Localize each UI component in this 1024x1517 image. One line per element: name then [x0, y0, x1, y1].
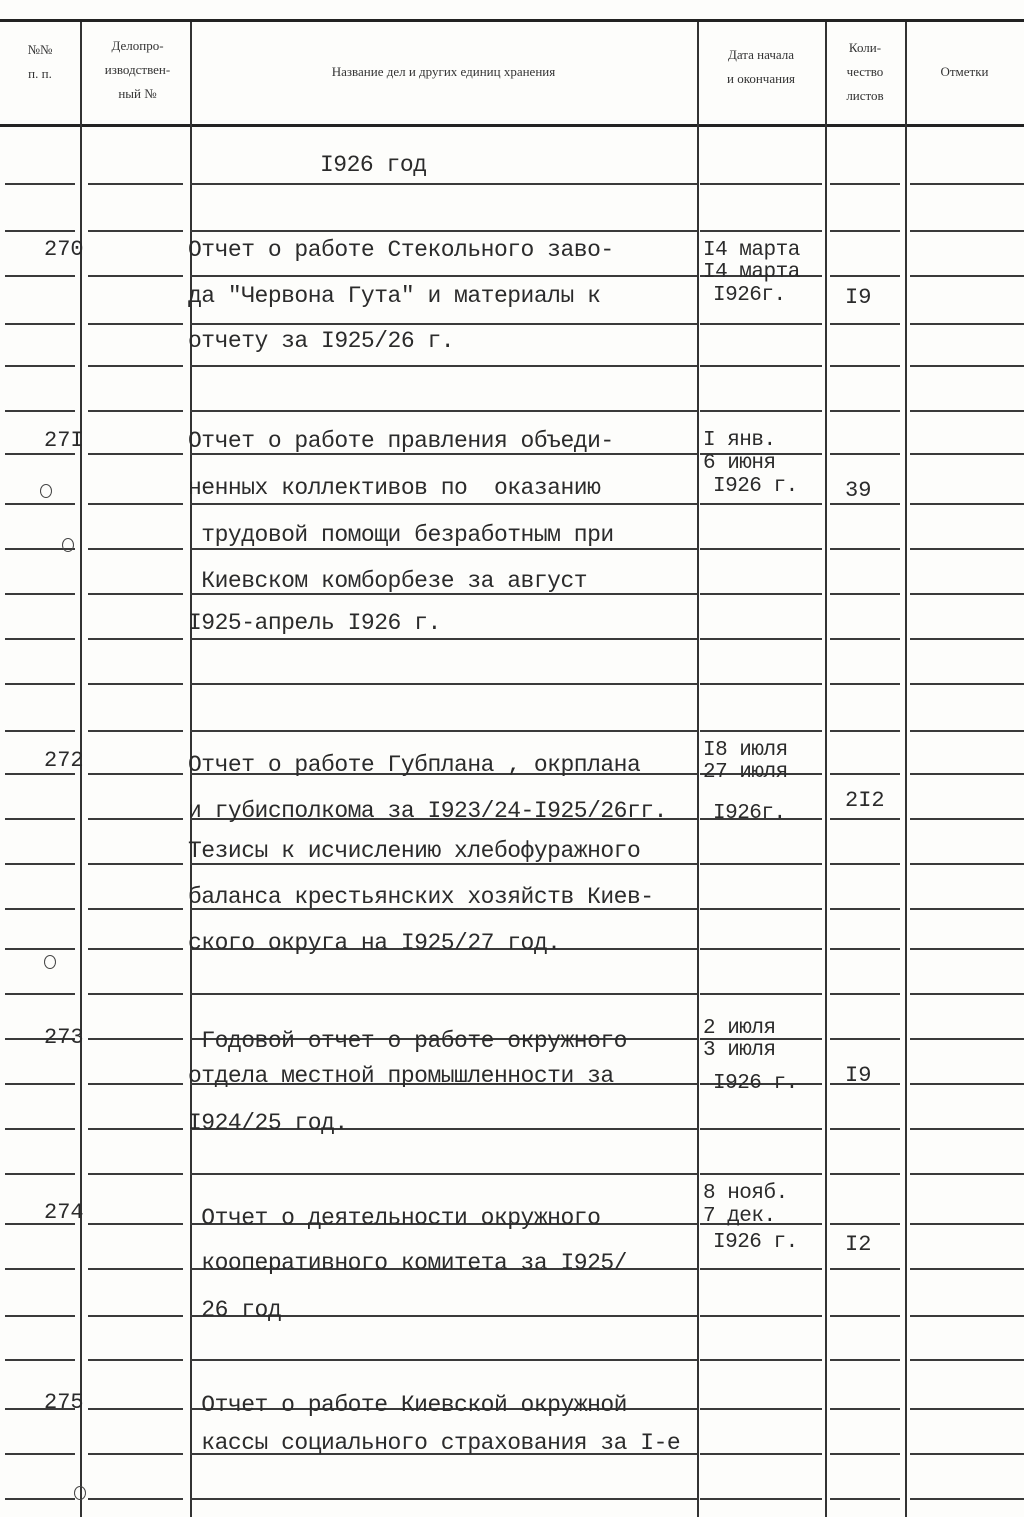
binding-hole-icon	[62, 538, 74, 552]
ruled-line	[830, 730, 900, 732]
ruled-line	[88, 365, 183, 367]
entry-title-line: да "Червона Гута" и материалы к	[188, 283, 601, 309]
ruled-line	[88, 1359, 183, 1361]
column-divider	[905, 22, 907, 1517]
ruled-line	[88, 948, 183, 950]
ruled-line	[700, 503, 822, 505]
ruled-line	[5, 1083, 75, 1085]
ruled-line	[910, 1128, 1024, 1130]
ruled-line	[88, 773, 183, 775]
ruled-line	[910, 548, 1024, 550]
ruled-line	[700, 230, 822, 232]
ruled-line	[88, 908, 183, 910]
entry-date: 2 июля	[703, 1017, 776, 1040]
ruled-line	[830, 183, 900, 185]
entry-sheet-count: I9	[845, 285, 872, 310]
ruled-line	[830, 1173, 900, 1175]
header-text: чество	[846, 64, 884, 79]
ruled-line	[5, 863, 75, 865]
header-col-sheets	[825, 36, 905, 108]
ruled-line	[910, 593, 1024, 595]
entry-date: I926 г.	[713, 475, 798, 498]
ruled-line	[88, 323, 183, 325]
entry-title-line: ского округа на I925/27 год.	[188, 930, 561, 956]
ruled-line	[910, 365, 1024, 367]
ruled-line	[830, 453, 900, 455]
ruled-line	[830, 1038, 900, 1040]
ruled-line	[88, 1268, 183, 1270]
ruled-line	[5, 1359, 75, 1361]
ruled-line	[910, 183, 1024, 185]
binding-hole-icon	[40, 484, 52, 498]
ruled-line	[910, 230, 1024, 232]
ruled-line	[190, 230, 697, 232]
header-col-office-number	[90, 34, 185, 106]
year-heading: I926 год	[320, 152, 427, 178]
ruled-line	[830, 548, 900, 550]
ruled-line	[5, 1315, 75, 1317]
entry-title-line: кооперативного комитета за I925/	[188, 1250, 627, 1276]
entry-date: 27 июля	[703, 761, 788, 784]
ruled-line	[88, 1498, 183, 1500]
entry-number: 270	[44, 237, 84, 262]
header-bottom-rule	[0, 124, 1024, 127]
ruled-line	[5, 230, 75, 232]
ruled-line	[5, 1268, 75, 1270]
ruled-line	[830, 275, 900, 277]
ruled-line	[190, 548, 697, 550]
ruled-line	[910, 948, 1024, 950]
ruled-line	[5, 1128, 75, 1130]
entry-title-line: и губисполкома за I923/24-I925/26гг.	[188, 798, 667, 824]
ruled-line	[910, 1453, 1024, 1455]
ruled-line	[5, 773, 75, 775]
ruled-line	[830, 1128, 900, 1130]
ruled-line	[910, 993, 1024, 995]
ruled-line	[88, 1408, 183, 1410]
ruled-line	[190, 730, 697, 732]
entry-sheet-count: 39	[845, 478, 872, 503]
ruled-line	[5, 730, 75, 732]
ruled-line	[830, 908, 900, 910]
ruled-line	[830, 1268, 900, 1270]
ruled-line	[5, 948, 75, 950]
ruled-line	[700, 638, 822, 640]
ruled-line	[700, 1268, 822, 1270]
entry-title-line: I924/25 год.	[188, 1110, 348, 1136]
ruled-line	[910, 453, 1024, 455]
entry-number: 275	[44, 1390, 84, 1415]
ruled-line	[830, 948, 900, 950]
ruled-line	[910, 773, 1024, 775]
ruled-line	[88, 275, 183, 277]
ruled-line	[190, 410, 697, 412]
entry-date: 8 нояб.	[703, 1182, 788, 1205]
ruled-line	[88, 638, 183, 640]
ruled-line	[910, 1315, 1024, 1317]
ruled-line	[88, 183, 183, 185]
header-text: п. п.	[28, 66, 52, 81]
ruled-line	[830, 1359, 900, 1361]
ruled-line	[88, 730, 183, 732]
ruled-line	[88, 1083, 183, 1085]
ruled-line	[910, 863, 1024, 865]
ruled-line	[5, 323, 75, 325]
header-col-dates	[697, 43, 825, 91]
entry-date: I926 г.	[713, 1072, 798, 1095]
ruled-line	[88, 993, 183, 995]
header-col-notes: Отметки	[940, 64, 989, 79]
ruled-line	[700, 183, 822, 185]
header-text: Делопро-	[111, 38, 164, 53]
ruled-line	[700, 323, 822, 325]
ruled-line	[700, 1128, 822, 1130]
entry-date: 7 дек.	[703, 1205, 776, 1228]
ruled-line	[88, 1038, 183, 1040]
entry-sheet-count: I9	[845, 1063, 872, 1088]
ruled-line	[190, 638, 697, 640]
entry-sheet-count: I2	[845, 1232, 872, 1257]
ruled-line	[700, 1453, 822, 1455]
ruled-line	[700, 1408, 822, 1410]
ruled-line	[830, 410, 900, 412]
entry-title-line: Отчет о работе Киевской окружной	[188, 1392, 627, 1418]
ruled-line	[5, 818, 75, 820]
ruled-line	[700, 993, 822, 995]
ruled-line	[190, 323, 697, 325]
ruled-line	[830, 503, 900, 505]
entry-title-line: Киевском комборбезе за август	[188, 568, 588, 594]
ruled-line	[88, 410, 183, 412]
entry-date: 6 июня	[703, 452, 776, 475]
ruled-line	[910, 1359, 1024, 1361]
ruled-line	[88, 1128, 183, 1130]
ruled-line	[5, 275, 75, 277]
ruled-line	[830, 1453, 900, 1455]
ruled-line	[830, 1408, 900, 1410]
ruled-line	[910, 1038, 1024, 1040]
entry-title-line: Отчет о работе Стекольного заво-	[188, 237, 614, 263]
ruled-line	[910, 1173, 1024, 1175]
ruled-line	[88, 863, 183, 865]
ruled-line	[88, 453, 183, 455]
ruled-line	[700, 908, 822, 910]
header-text: изводствен-	[104, 62, 171, 77]
entry-number: 272	[44, 748, 84, 773]
ruled-line	[88, 1315, 183, 1317]
ruled-line	[700, 1173, 822, 1175]
ruled-line	[5, 638, 75, 640]
ruled-line	[190, 365, 697, 367]
ruled-line	[830, 818, 900, 820]
entry-date: I4 марта	[703, 261, 800, 284]
entry-date: I926г.	[713, 802, 786, 825]
ruled-line	[910, 908, 1024, 910]
ruled-line	[830, 1315, 900, 1317]
header-text: и окончания	[726, 71, 796, 86]
ruled-line	[700, 1498, 822, 1500]
header-col-title: Название дел и других единиц хранения	[331, 64, 556, 79]
ruled-line	[190, 1498, 697, 1500]
entry-date: 3 июля	[703, 1039, 776, 1062]
entry-title-line: Отчет о работе Губплана , окрплана	[188, 752, 641, 778]
ruled-line	[700, 593, 822, 595]
ruled-line	[910, 1408, 1024, 1410]
ruled-line	[190, 1359, 697, 1361]
binding-hole-icon	[44, 955, 56, 969]
ruled-line	[830, 1498, 900, 1500]
header-text: №№	[27, 42, 53, 57]
entry-title-line: баланса крестьянских хозяйств Киев-	[188, 884, 654, 910]
ruled-line	[700, 548, 822, 550]
ruled-line	[190, 1173, 697, 1175]
ruled-line	[5, 908, 75, 910]
ruled-line	[5, 1173, 75, 1175]
ruled-line	[910, 638, 1024, 640]
ruled-line	[830, 323, 900, 325]
ruled-line	[910, 1083, 1024, 1085]
ruled-line	[190, 993, 697, 995]
ruled-line	[190, 183, 697, 185]
ruled-line	[910, 1223, 1024, 1225]
entry-title-line: Годовой отчет о работе окружного	[188, 1028, 627, 1054]
ruled-line	[830, 365, 900, 367]
ruled-line	[88, 1453, 183, 1455]
ruled-line	[830, 683, 900, 685]
ruled-line	[190, 683, 697, 685]
entry-date: I926 г.	[713, 1231, 798, 1254]
column-divider	[825, 22, 827, 1517]
ruled-line	[910, 410, 1024, 412]
ruled-line	[700, 365, 822, 367]
ruled-line	[5, 1498, 75, 1500]
ruled-line	[910, 730, 1024, 732]
entry-title-line: Отчет о деятельности окружного	[188, 1205, 601, 1231]
header-text: Коли-	[848, 40, 882, 55]
entry-date: I8 июля	[703, 739, 788, 762]
entry-title-line: ненных коллективов по оказанию	[188, 475, 601, 501]
ruled-line	[5, 453, 75, 455]
ruled-line	[830, 593, 900, 595]
ruled-line	[700, 1315, 822, 1317]
entry-date: I926г.	[713, 284, 786, 307]
ruled-line	[700, 730, 822, 732]
ruled-line	[5, 993, 75, 995]
entry-title-line: I925-апрель I926 г.	[188, 610, 441, 636]
ruled-line	[88, 818, 183, 820]
ruled-line	[88, 503, 183, 505]
ruled-line	[830, 638, 900, 640]
entry-title-line: Тезисы к исчислению хлебофуражного	[188, 838, 641, 864]
header-col-number	[10, 38, 70, 86]
ruled-line	[88, 230, 183, 232]
ruled-line	[830, 230, 900, 232]
ruled-line	[5, 503, 75, 505]
entry-number: 274	[44, 1200, 84, 1225]
ruled-line	[910, 275, 1024, 277]
ruled-line	[5, 183, 75, 185]
entry-sheet-count: 2I2	[845, 788, 885, 813]
entry-title-line: кассы социального страхования за I-е	[188, 1430, 681, 1456]
ruled-line	[910, 683, 1024, 685]
entry-date: I4 марта	[703, 239, 800, 262]
ruled-line	[5, 683, 75, 685]
ruled-line	[5, 1453, 75, 1455]
ruled-line	[830, 1223, 900, 1225]
entry-number: 273	[44, 1025, 84, 1050]
ruled-line	[700, 863, 822, 865]
header-text: ный №	[118, 86, 157, 101]
ruled-line	[910, 1498, 1024, 1500]
ruled-line	[5, 410, 75, 412]
ruled-line	[830, 773, 900, 775]
entry-title-line: трудовой помощи безработным при	[188, 522, 614, 548]
ruled-line	[5, 593, 75, 595]
ruled-line	[88, 593, 183, 595]
entry-title-line: отдела местной промышленности за	[188, 1063, 614, 1089]
entry-title-line: отчету за I925/26 г.	[188, 328, 455, 354]
ruled-line	[910, 323, 1024, 325]
ruled-line	[88, 1173, 183, 1175]
entry-date: I янв.	[703, 429, 776, 452]
ruled-line	[88, 548, 183, 550]
ruled-line	[700, 948, 822, 950]
binding-hole-icon	[74, 1486, 86, 1500]
ruled-line	[700, 683, 822, 685]
ruled-line	[190, 275, 697, 277]
ruled-line	[830, 863, 900, 865]
ruled-line	[88, 683, 183, 685]
ruled-line	[700, 1359, 822, 1361]
ruled-line	[910, 503, 1024, 505]
entry-number: 27I	[44, 428, 84, 453]
header-text: листов	[846, 88, 884, 103]
ruled-line	[700, 410, 822, 412]
entry-title-line: 26 год	[188, 1297, 282, 1323]
column-divider	[697, 22, 699, 1517]
header-text: Дата начала	[727, 47, 795, 62]
ruled-line	[910, 818, 1024, 820]
top-rule	[0, 19, 1024, 22]
ruled-line	[830, 993, 900, 995]
ruled-line	[88, 1223, 183, 1225]
ruled-line	[910, 1268, 1024, 1270]
ruled-line	[5, 365, 75, 367]
ruled-line	[190, 503, 697, 505]
entry-title-line: Отчет о работе правления объеди-	[188, 428, 614, 454]
